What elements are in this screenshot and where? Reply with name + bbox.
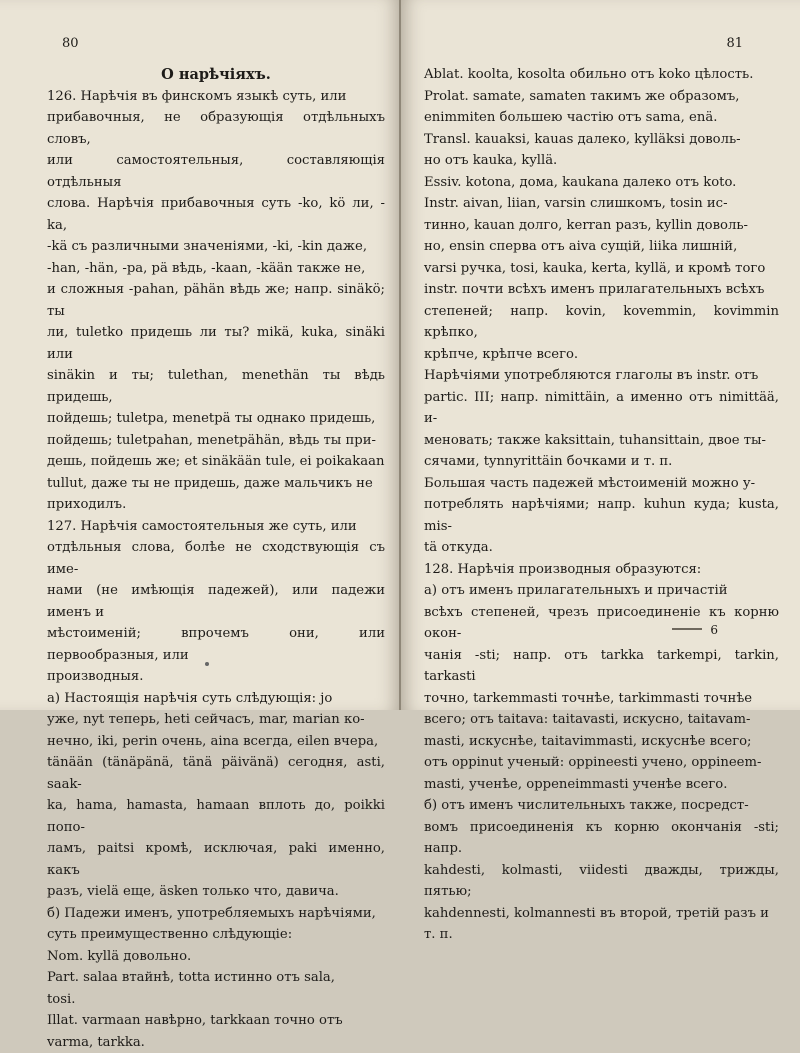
text-line: всѣхъ степеней, чрезъ присоединеніе къ корню окон-: [424, 602, 779, 645]
text-line: сячами, tynnyrittäin бочками и т. п.: [424, 451, 779, 473]
page-number-right: 81: [726, 36, 743, 51]
text-line: sinäkin и ты; tulethan, menethän ты вѣдь придешь,: [47, 365, 385, 408]
text-line: partic. III; напр. nimittäin, а именно отъ nimittää, и-: [424, 387, 779, 430]
left-text-column: [47, 64, 385, 1053]
text-line: пойдешь; tuletpahan, menetpähän, вѣдь ты при-: [47, 430, 385, 452]
text-line: б) Падежи именъ, употребляемыхъ нарѣчіями,: [47, 903, 385, 925]
printer-mark-line: [672, 628, 702, 630]
text-line: Ablat. koolta, kosolta обильно отъ koko цѣлость.: [424, 64, 779, 86]
text-line: отъ oppinut ученый: oppineesti учено, oppineem-: [424, 752, 779, 774]
text-line: -kä съ различными значеніями, -ki, -kin даже,: [47, 236, 385, 258]
text-line: Nom. kyllä довольно.: [47, 946, 385, 968]
text-line: enimmiten большею частію отъ sama, enä.: [424, 107, 779, 129]
text-line: степеней; напр. kovin, kovemmin, kovimmin крѣпко,: [424, 301, 779, 344]
text-line: вомъ присоединенія къ корню окончанія -sti; напр.: [424, 817, 779, 860]
text-line: точно, tarkemmasti точнѣе, tarkimmasti точнѣе: [424, 688, 779, 710]
text-line: masti, ученѣе, oppeneimmasti ученѣе всего.: [424, 774, 779, 796]
text-line: уже, nyt теперь, heti сейчасъ, mar, marian ко-: [47, 709, 385, 731]
text-line: производныя.: [47, 666, 385, 688]
text-line: varma, tarkka.: [47, 1032, 385, 1053]
text-line: меновать; также kaksittain, tuhansittain, двое ты-: [424, 430, 779, 452]
text-line: но отъ kauka, kyllä.: [424, 150, 779, 172]
text-line: Prolat. samate, samaten такимъ же образомъ,: [424, 86, 779, 108]
text-line: Нарѣчіями употребляются глаголы въ instr. отъ: [424, 365, 779, 387]
text-line: всего; отъ taitava: taitavasti, искусно, taitavam-: [424, 709, 779, 731]
text-line: 128. Нарѣчія производныя образуются:: [424, 559, 779, 581]
text-line: а) отъ именъ прилагательныхъ и причастій: [424, 580, 779, 602]
text-line: а) Настоящія нарѣчія суть слѣдующія: jo: [47, 688, 385, 710]
text-line: ka, hama, hamasta, hamaan вплоть до, poikki попо-: [47, 795, 385, 838]
text-line: tullut, даже ты не придешь, даже мальчикъ не: [47, 473, 385, 495]
text-line: чанія -sti; напр. отъ tarkka tarkempi, tarkin, tarkasti: [424, 645, 779, 688]
text-line: ли, tuletko придешь ли ты? mikä, kuka, sinäki или: [47, 322, 385, 365]
text-line: и сложныя -pahan, pähän вѣдь же; напр. sinäkö; ты: [47, 279, 385, 322]
text-line: Illat. varmaan навѣрно, tarkkaan точно отъ: [47, 1010, 385, 1032]
text-line: Essiv. kotona, дома, kaukana далеко отъ koto.: [424, 172, 779, 194]
text-line: крѣпче, крѣпче всего.: [424, 344, 779, 366]
text-line: или самостоятельныя, составляющія отдѣльныя: [47, 150, 385, 193]
text-line: masti, искуснѣе, taitavimmasti, искуснѣе всего;: [424, 731, 779, 753]
signature-mark: 6: [710, 623, 718, 637]
left-page: [0, 0, 400, 710]
text-line: instr. почти всѣхъ именъ прилагательныхъ всѣхъ: [424, 279, 779, 301]
text-line: но, ensin сперва отъ aiva сущій, liika лишній,: [424, 236, 779, 258]
text-line: разъ, vielä еще, äsken только что, давича.: [47, 881, 385, 903]
text-line: kahdennesti, kolmannesti въ второй, третій разъ и: [424, 903, 779, 925]
text-line: varsi ручка, tosi, kauka, kerta, kyllä, и кромѣ того: [424, 258, 779, 280]
text-line: 127. Нарѣчія самостоятельныя же суть, или: [47, 516, 385, 538]
text-line: kahdesti, kolmasti, viidesti дважды, трижды, пятью;: [424, 860, 779, 903]
text-line: -han, -hän, -pa, pä вѣдь, -kaan, -kään также не,: [47, 258, 385, 280]
page-dot: [205, 662, 209, 666]
page-number-left: 80: [62, 36, 79, 51]
section-heading: О нарѣчіяхъ.: [47, 64, 385, 86]
text-line: т. п.: [424, 924, 779, 946]
text-line: Большая часть падежей мѣстоименій можно у-: [424, 473, 779, 495]
right-page: [401, 0, 800, 710]
text-line: потреблять нарѣчіями; напр. kuhun куда; kusta, mis-: [424, 494, 779, 537]
text-line: дешь, пойдешь же; et sinäkään tule, ei poikakaan: [47, 451, 385, 473]
text-line: прибавочныя, не образующія отдѣльныхъ словъ,: [47, 107, 385, 150]
text-line: Part. salaa втайнѣ, totta истинно отъ sala,: [47, 967, 385, 989]
text-line: tosi.: [47, 989, 385, 1011]
text-line: приходилъ.: [47, 494, 385, 516]
text-line: б) отъ именъ числительныхъ также, посредст-: [424, 795, 779, 817]
text-line: нечно, iki, perin очень, aina всегда, eilen вчера,: [47, 731, 385, 753]
text-line: отдѣльныя слова, болѣе не сходствующія съ име-: [47, 537, 385, 580]
right-text-column: [424, 64, 779, 946]
text-line: tänään (tänäpänä, tänä päivänä) сегодня, asti, saak-: [47, 752, 385, 795]
text-line: tä откуда.: [424, 537, 779, 559]
text-line: тинно, kauan долго, kerran разъ, kyllin доволь-: [424, 215, 779, 237]
text-line: ламъ, paitsi кромѣ, исключая, paki именно, какъ: [47, 838, 385, 881]
text-line: мѣстоименій; впрочемъ они, или первообразныя, или: [47, 623, 385, 666]
text-line: 126. Нарѣчія въ финскомъ языкѣ суть, или: [47, 86, 385, 108]
text-line: Transl. kauaksi, kauas далеко, kylläksi доволь-: [424, 129, 779, 151]
text-line: нами (не имѣющія падежей), или падежи именъ и: [47, 580, 385, 623]
text-line: слова. Нарѣчія прибавочныя суть -ko, kö ли, -ka,: [47, 193, 385, 236]
text-line: суть преимущественно слѣдующіе:: [47, 924, 385, 946]
text-line: пойдешь; tuletpa, menetpä ты однако придешь,: [47, 408, 385, 430]
text-line: Instr. aivan, liian, varsin слишкомъ, tosin ис-: [424, 193, 779, 215]
